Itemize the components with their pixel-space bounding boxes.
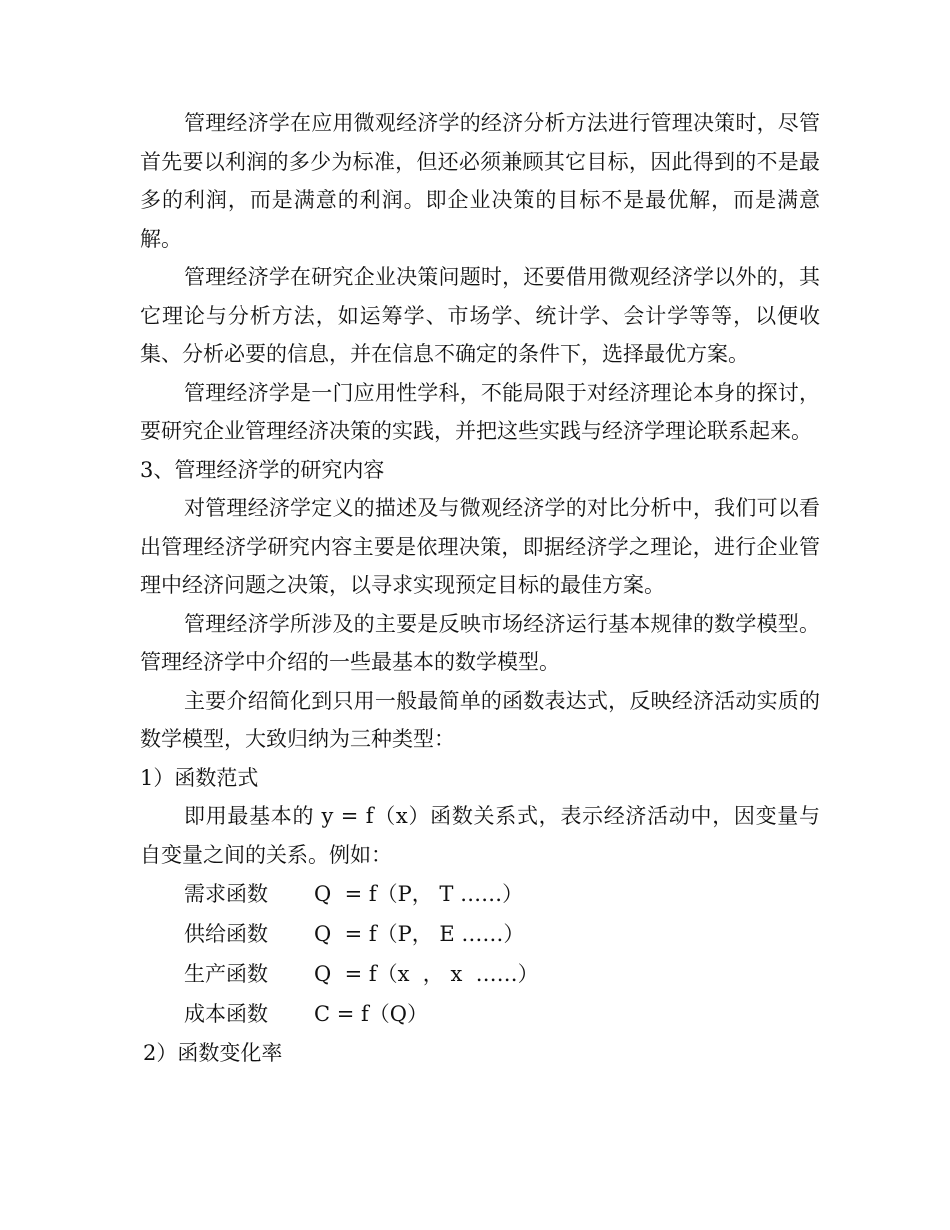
formula-list: [140, 874, 820, 1034]
formula-row-cost: [140, 994, 820, 1034]
document-page: [140, 104, 820, 1073]
paragraph-satisfying-profit: 管理经济学在应用微观经济学的经济分析方法进行管理决策时，尽管首先要以利润的多少为标准，但还必须兼顾其它目标，因此得到的不是最多的利润，而是满意的利润。即企业决策的目标不是最优解，而是满意解。: [140, 111, 820, 251]
formula-expression: C = f（Q）: [314, 1002, 429, 1026]
formula-expression: Q = f（P， T ……）: [314, 882, 524, 906]
paragraph-math-models: 管理经济学所涉及的主要是反映市场经济运行基本规律的数学模型。管理经济学中介绍的一些最基本的数学模型。: [140, 611, 820, 674]
section-heading-research-content: 3、管理经济学的研究内容: [140, 457, 385, 482]
formula-name: 供给函数: [184, 922, 268, 946]
subheading-function-paradigm: 1）函数范式: [140, 765, 259, 790]
formula-expression: Q = f（x ， x ……）: [314, 962, 539, 986]
formula-row-supply: [140, 914, 820, 954]
formula-name: 需求函数: [184, 882, 268, 906]
paragraph-function-relation: 即用最基本的 y = f（x）函数关系式，表示经济活动中，因变量与自变量之间的关系。例如：: [140, 804, 820, 867]
formula-expression: Q = f（P， E ……）: [314, 922, 525, 946]
formula-name: 生产函数: [184, 962, 268, 986]
paragraph-other-theories: 管理经济学在研究企业决策问题时，还要借用微观经济学以外的，其它理论与分析方法，如运筹学、市场学、统计学、会计学等等，以便收集、分析必要的信息，并在信息不确定的条件下，选择最优方案。: [140, 265, 820, 366]
paragraph-applied-discipline: 管理经济学是一门应用性学科，不能局限于对经济理论本身的探讨，要研究企业管理经济决策的实践，并把这些实践与经济学理论联系起来。: [140, 380, 820, 443]
subheading-function-change-rate: 2）函数变化率: [143, 1041, 283, 1065]
paragraph-research-content: 对管理经济学定义的描述及与微观经济学的对比分析中，我们可以看出管理经济学研究内容主要是依理决策，即据经济学之理论，进行企业管理中经济问题之决策，以寻求实现预定目标的最佳方案。: [140, 496, 820, 597]
paragraph-three-types: 主要介绍简化到只用一般最简单的函数表达式，反映经济活动实质的数学模型，大致归纳为三种类型：: [140, 688, 820, 751]
formula-row-demand: [140, 874, 820, 914]
formula-name: 成本函数: [184, 1002, 268, 1026]
formula-row-production: [140, 954, 820, 994]
